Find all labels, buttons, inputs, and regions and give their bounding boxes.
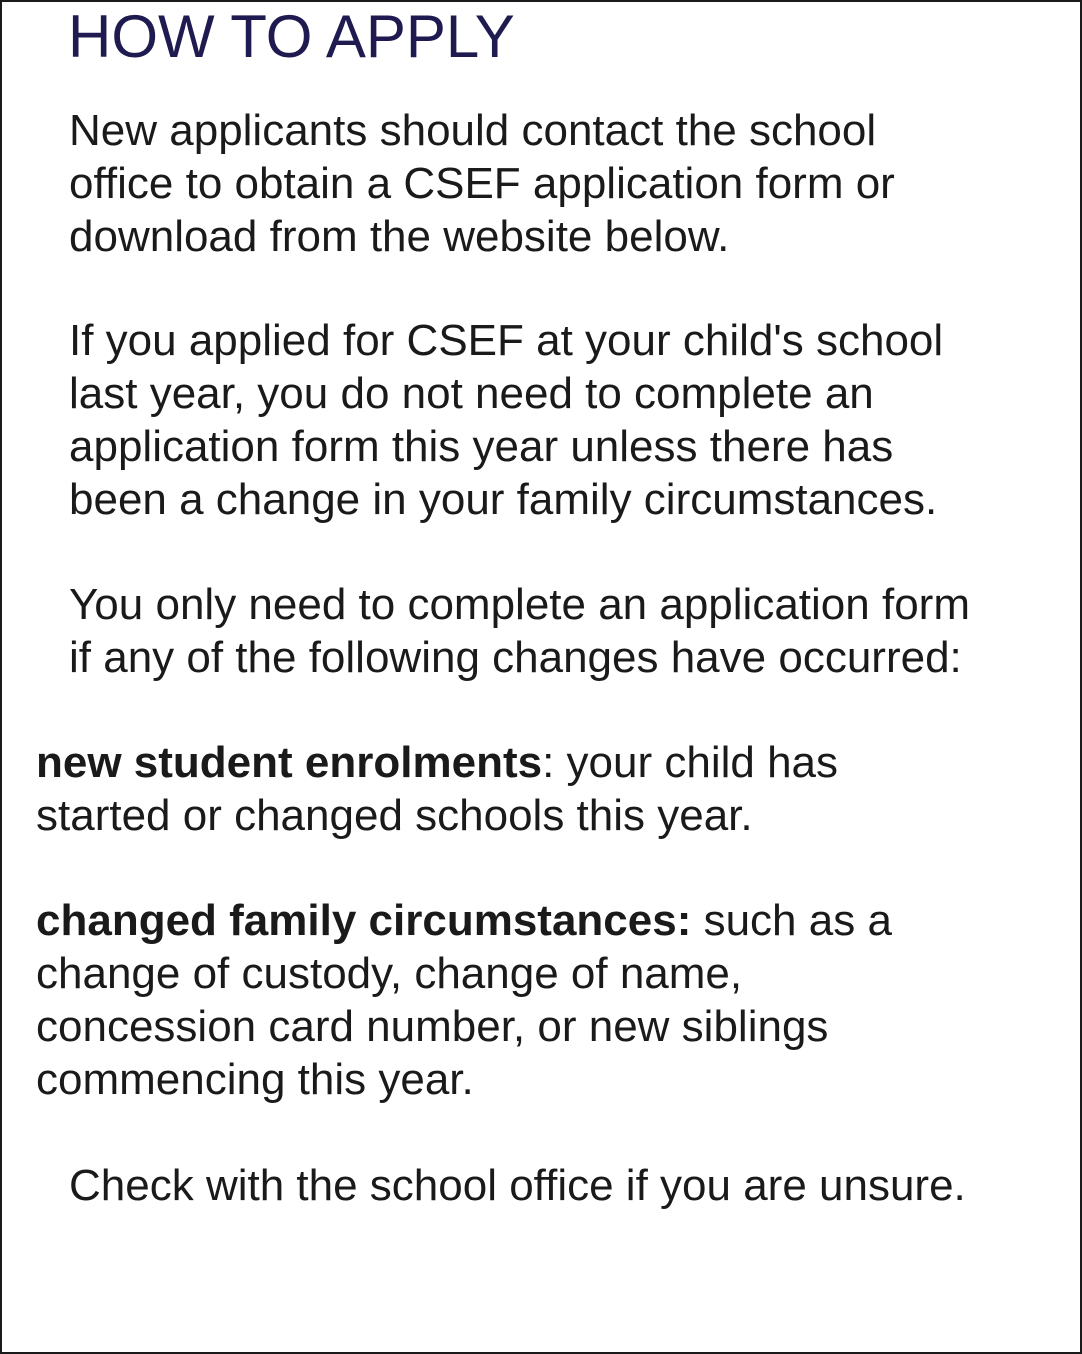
- new-enrolments-item: [36, 736, 1036, 842]
- new-enrolments-term: new student enrolments: [36, 738, 543, 787]
- family-circumstances-item: [36, 894, 1036, 1106]
- only-need-paragraph: [69, 578, 1069, 684]
- paragraph-line: last year, you do not need to complete an: [69, 369, 874, 418]
- paragraph-line: If you applied for CSEF at your child's school: [69, 316, 944, 365]
- paragraph-line: You only need to complete an application form: [69, 580, 970, 629]
- paragraph-line: application form this year unless there has: [69, 422, 894, 471]
- item-line: concession card number, or new siblings: [36, 1002, 829, 1051]
- closing-note: [69, 1159, 1069, 1212]
- closing-note-text: Check with the school office if you are unsure.: [69, 1161, 966, 1210]
- new-enrolments-description: : your child has: [542, 738, 839, 787]
- paragraph-line: if any of the following changes have occurred:: [69, 633, 962, 682]
- paragraph-line: been a change in your family circumstances.: [69, 475, 938, 524]
- item-line: [36, 736, 1036, 789]
- page-title: HOW TO APPLY: [68, 3, 515, 70]
- item-line: change of custody, change of name,: [36, 949, 743, 998]
- new-applicants-paragraph: [69, 104, 1069, 263]
- family-circumstances-term: changed family circumstances:: [36, 896, 692, 945]
- item-line: started or changed schools this year.: [36, 791, 753, 840]
- item-line: [36, 894, 1036, 947]
- previous-year-paragraph: [69, 314, 1069, 526]
- paragraph-line: download from the website below.: [69, 212, 730, 261]
- item-line: commencing this year.: [36, 1055, 474, 1104]
- family-circumstances-description: such as a: [691, 896, 892, 945]
- paragraph-line: office to obtain a CSEF application form or: [69, 159, 895, 208]
- paragraph-line: New applicants should contact the school: [69, 106, 877, 155]
